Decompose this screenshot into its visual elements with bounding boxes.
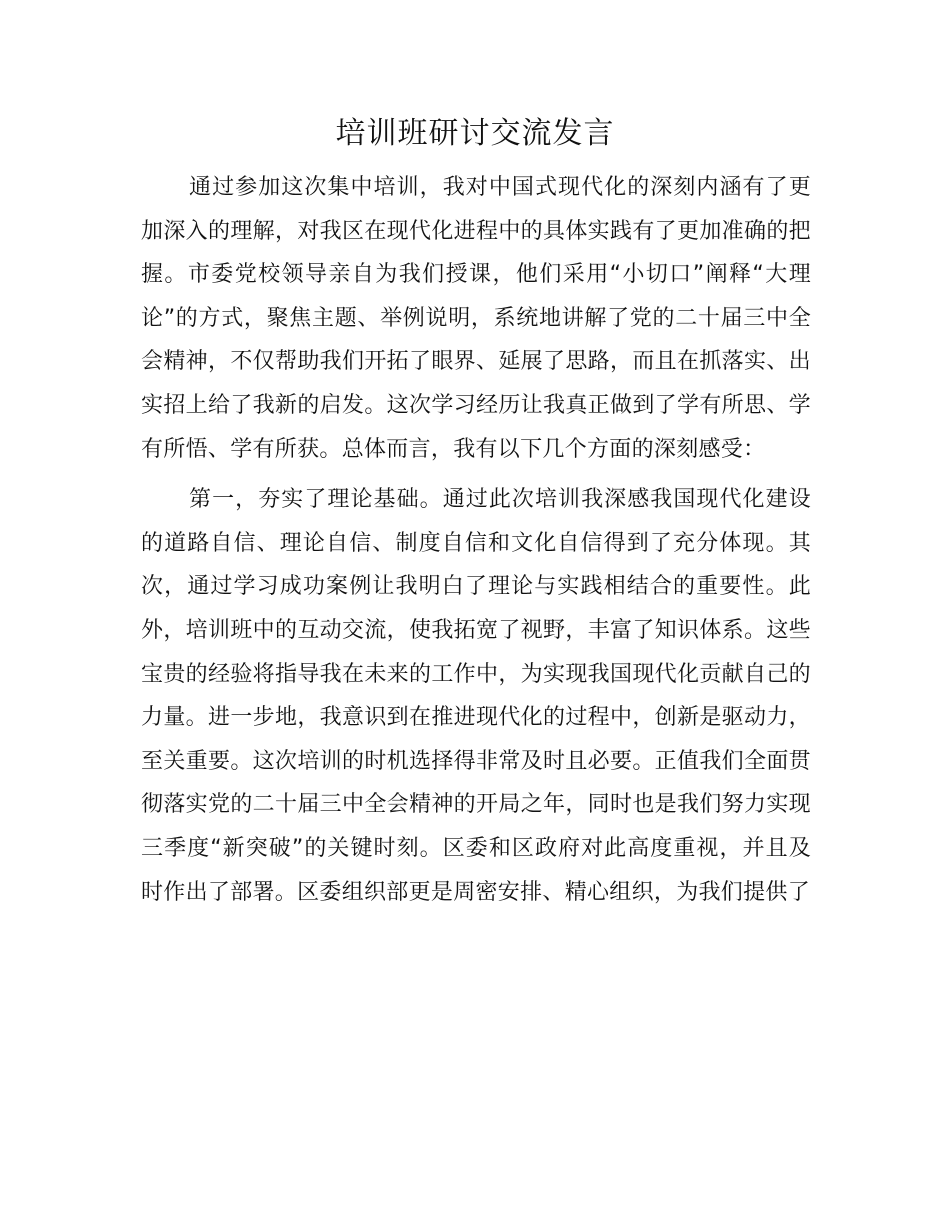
paragraph-intro: 通过参加这次集中培训，我对中国式现代化的深刻内涵有了更加深入的理解，对我区在现代化进程中的具体实践有了更加准确的把握。市委党校领导亲自为我们授课，他们采用“小切口”阐释“大理论”的方式，聚焦主题、举例说明，系统地讲解了党的二十届三中全会精神，不仅帮助我们开拓了眼界、延展了思路，而且在抓落实、出实招上给了我新的启发。这次学习经历让我真正做到了学有所思、学有所悟、学有所获。总体而言，我有以下几个方面的深刻感受： [141, 175, 811, 462]
document-title: 培训班研讨交流发言 [335, 116, 615, 151]
document-body [141, 166, 811, 914]
paragraph-first-point: 第一，夯实了理论基础。通过此次培训我深感我国现代化建设的道路自信、理论自信、制度自信和文化自信得到了充分体现。其次，通过学习成功案例让我明白了理论与实践相结合的重要性。此外，培训班中的互动交流，使我拓宽了视野，丰富了知识体系。这些宝贵的经验将指导我在未来的工作中，为实现我国现代化贡献自己的力量。进一步地，我意识到在推进现代化的过程中，创新是驱动力，至关重要。这次培训的时机选择得非常及时且必要。正值我们全面贯彻落实党的二十届三中全会精神的开局之年，同时也是我们努力实现三季度“新突破”的关键时刻。区委和区政府对此高度重视，并且及时作出了部署。区委组织部更是周密安排、精心组织，为我们提供了 [141, 487, 811, 905]
